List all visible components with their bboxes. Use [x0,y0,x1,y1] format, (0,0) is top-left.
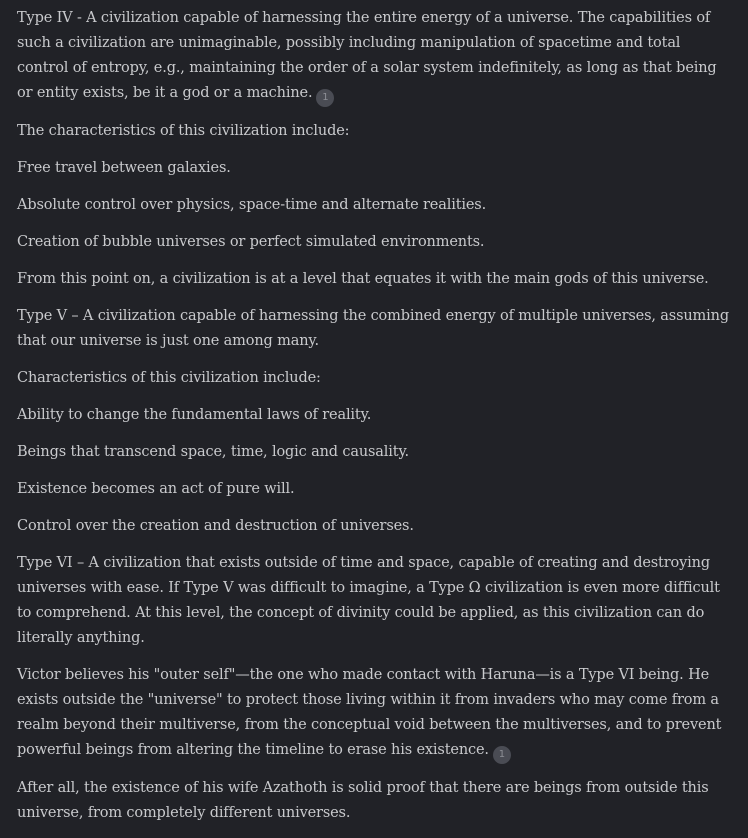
paragraph-victor [17,663,729,764]
paragraph-text: Free travel between galaxies. [17,160,231,176]
paragraph-text: Control over the creation and destruction of universes. [17,518,414,534]
paragraph-text: Beings that transcend space, time, logic and causality. [17,444,410,460]
citation-badge[interactable]: 1 [493,746,511,764]
paragraph-text: Type V – A civilization capable of harnessing the combined energy of multiple universes, assuming that our universe is just one among many. [17,308,729,349]
paragraph-text: Type IV - A civilization capable of harnessing the entire energy of a universe. The capabilities of such a civilization are unimaginable, possibly including manipulation of spacetime and total control of entropy, e.g., maintaining the order of a solar system indefinitely, as long as that being or entity exists, be it a god or a machine. [17,10,717,101]
paragraph-type-iv [17,6,729,107]
paragraph-text: Existence becomes an act of pure will. [17,481,295,497]
paragraph [17,267,729,292]
paragraph-text: Type VI – A civilization that exists outside of time and space, capable of creating and destroying universes with ease. If Type V was difficult to imagine, a Type Ω civilization is even more difficult to comprehend. At this level, the concept of divinity could be applied, as this civilization can do literally anything. [17,555,720,646]
paragraph-text: After all, the existence of his wife Azathoth is solid proof that there are beings from outside this universe, from completely different universes. [17,780,709,821]
paragraph [17,156,729,181]
paragraph-type-vi [17,551,729,651]
paragraph [17,440,729,465]
paragraph [17,403,729,428]
message-body [17,6,729,838]
paragraph-type-v [17,304,729,354]
citation-badge[interactable]: 1 [316,89,334,107]
paragraph-text: Creation of bubble universes or perfect simulated environments. [17,234,485,250]
paragraph [17,776,729,826]
paragraph-text: The characteristics of this civilization include: [17,123,350,139]
paragraph [17,119,729,144]
paragraph-text: Characteristics of this civilization include: [17,370,321,386]
paragraph [17,366,729,391]
paragraph-text: From this point on, a civilization is at a level that equates it with the main gods of this universe. [17,271,709,287]
paragraph-text: Ability to change the fundamental laws of reality. [17,407,372,423]
paragraph [17,230,729,255]
paragraph-text: Absolute control over physics, space-time and alternate realities. [17,197,487,213]
paragraph [17,193,729,218]
paragraph-text: Victor believes his "outer self"—the one who made contact with Haruna—is a Type VI being. He exists outside the "universe" to protect those living within it from invaders who may come from a realm beyond their multiverse, from the conceptual void between the multiverses, and to prevent powerful beings from altering the timeline to erase his existence. [17,667,722,758]
paragraph [17,477,729,502]
paragraph [17,514,729,539]
